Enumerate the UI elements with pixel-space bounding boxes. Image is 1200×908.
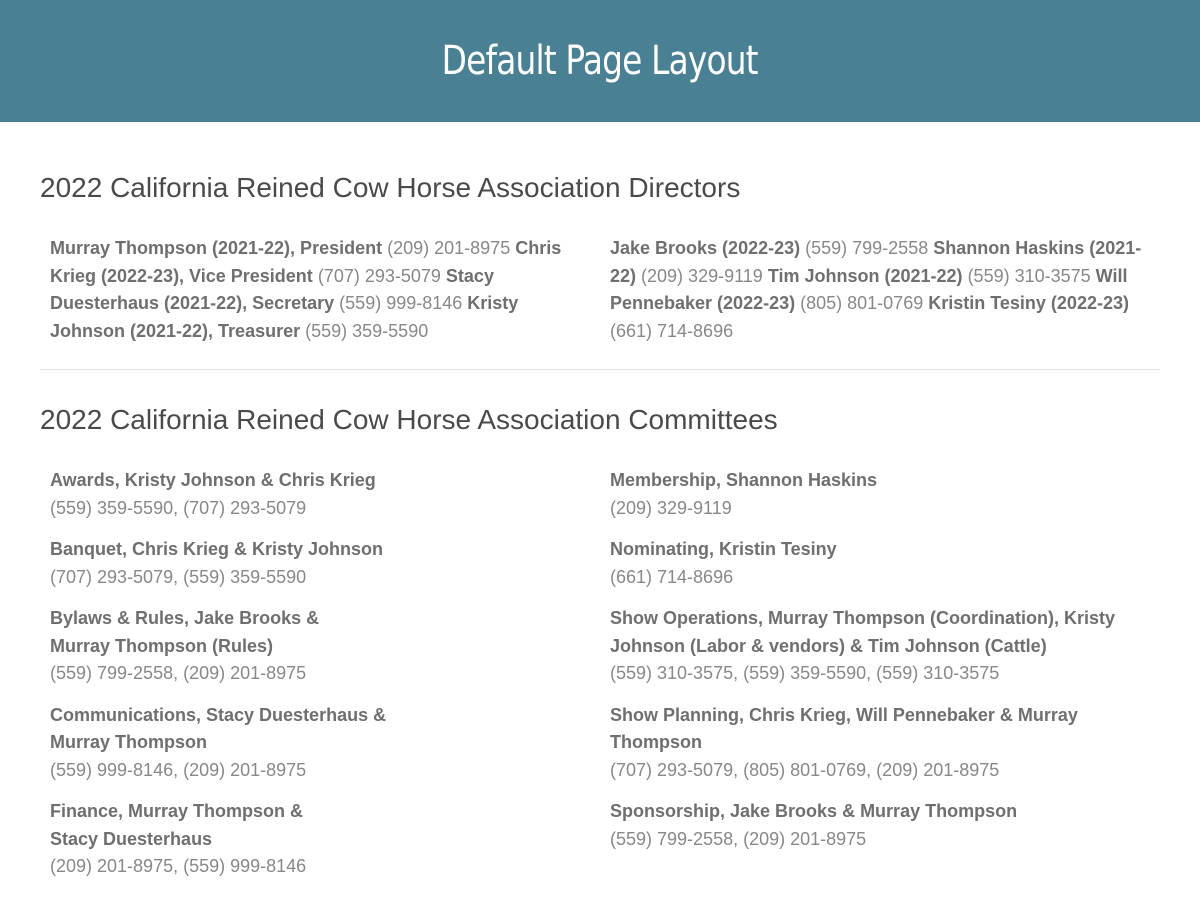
committee-phones: (707) 293-5079, (805) 801-0769, (209) 201-8975	[610, 759, 1000, 780]
committee-name: Awards, Kristy Johnson & Chris Krieg	[50, 470, 376, 490]
page-title: Default Page Layout	[441, 38, 759, 84]
page-banner	[0, 0, 1200, 122]
committee-item	[50, 536, 590, 591]
committee-name-line: Show Operations, Murray Thompson (Coordination), Kristy	[610, 608, 1116, 628]
directors-heading: 2022 California Reined Cow Horse Association Directors	[40, 172, 741, 203]
committee-phones: (559) 799-2558, (209) 201-8975	[610, 828, 867, 849]
director-name: Tim Johnson (2021-22)	[767, 265, 963, 286]
committee-name: Membership, Shannon Haskins	[610, 470, 878, 490]
committee-name-line: Bylaws & Rules, Jake Brooks &	[50, 608, 320, 628]
committee-phones: (559) 310-3575, (559) 359-5590, (559) 310-3575	[610, 663, 1000, 683]
director-name: Kristin Tesiny (2022-23)	[928, 293, 1129, 313]
committee-name: Show Planning, Chris Krieg, Will Pennebaker & Murray Thompson	[610, 704, 1078, 752]
director-name: Stacy Duesterhaus (2021-22), Secretary	[50, 265, 494, 313]
director-name: Jake Brooks (2022-23)	[610, 238, 801, 258]
director-phone: (209) 201-8975	[387, 238, 511, 258]
committee-name-line: Stacy Duesterhaus	[50, 828, 213, 849]
committees-left-column	[50, 467, 590, 895]
director-phone: (559) 999-8146	[339, 293, 463, 313]
director-phone: (707) 293-5079	[317, 265, 441, 286]
committee-phones: (209) 329-9119	[610, 497, 732, 518]
director-name: Shannon Haskins (2021-22)	[610, 238, 1142, 286]
committee-name-line: Johnson (Labor & vendors) & Tim Johnson (Cattle)	[610, 635, 1047, 656]
director-name: Will Pennebaker (2022-23)	[610, 265, 1128, 313]
committee-item	[50, 702, 590, 785]
committee-name-line: Communications, Stacy Duesterhaus &	[50, 704, 387, 725]
committee-item	[50, 467, 590, 522]
committee-phones: (559) 799-2558, (209) 201-8975	[50, 663, 307, 683]
directors-right-column	[610, 235, 1150, 345]
committee-name: Sponsorship, Jake Brooks & Murray Thompson	[610, 801, 1018, 821]
main-content	[0, 122, 1200, 895]
director-phone: (209) 329-9119	[641, 265, 763, 286]
committee-item	[610, 536, 1150, 591]
committee-name: Banquet, Chris Krieg & Kristy Johnson	[50, 539, 384, 559]
directors-left-list	[50, 235, 590, 345]
director-phone: (805) 801-0769	[800, 293, 924, 313]
committee-item	[50, 798, 590, 881]
committee-phones: (661) 714-8696	[610, 566, 734, 587]
committee-name-line: Murray Thompson (Rules)	[50, 635, 274, 656]
committee-item	[610, 605, 1150, 688]
committees-heading: 2022 California Reined Cow Horse Association Committees	[40, 404, 778, 435]
committees-right-column	[610, 467, 1150, 895]
directors-left-column	[50, 235, 590, 345]
director-phone: (559) 310-3575	[967, 265, 1091, 286]
committee-item	[610, 798, 1150, 853]
committee-phones: (707) 293-5079, (559) 359-5590	[50, 566, 307, 587]
director-name: Kristy Johnson (2021-22), Treasurer	[50, 293, 519, 341]
committee-phones: (559) 359-5590, (707) 293-5079	[50, 497, 307, 518]
directors-right-list	[610, 235, 1150, 345]
committee-item	[610, 702, 1150, 785]
committee-name-line: Murray Thompson	[50, 732, 208, 752]
committee-item	[50, 605, 590, 688]
director-name: Murray Thompson (2021-22), President	[50, 238, 383, 258]
director-phone: (661) 714-8696	[610, 320, 734, 341]
director-phone: (559) 799-2558	[805, 238, 929, 258]
committee-phones: (559) 999-8146, (209) 201-8975	[50, 759, 307, 780]
directors-columns	[40, 235, 1160, 345]
committee-name-line: Finance, Murray Thompson &	[50, 801, 304, 821]
committee-phones: (209) 201-8975, (559) 999-8146	[50, 856, 307, 876]
committees-columns	[40, 467, 1160, 895]
committee-name: Nominating, Kristin Tesiny	[610, 539, 837, 559]
director-phone: (559) 359-5590	[305, 320, 429, 341]
committee-item	[610, 467, 1150, 522]
director-name: Chris Krieg (2022-23), Vice President	[50, 238, 562, 286]
